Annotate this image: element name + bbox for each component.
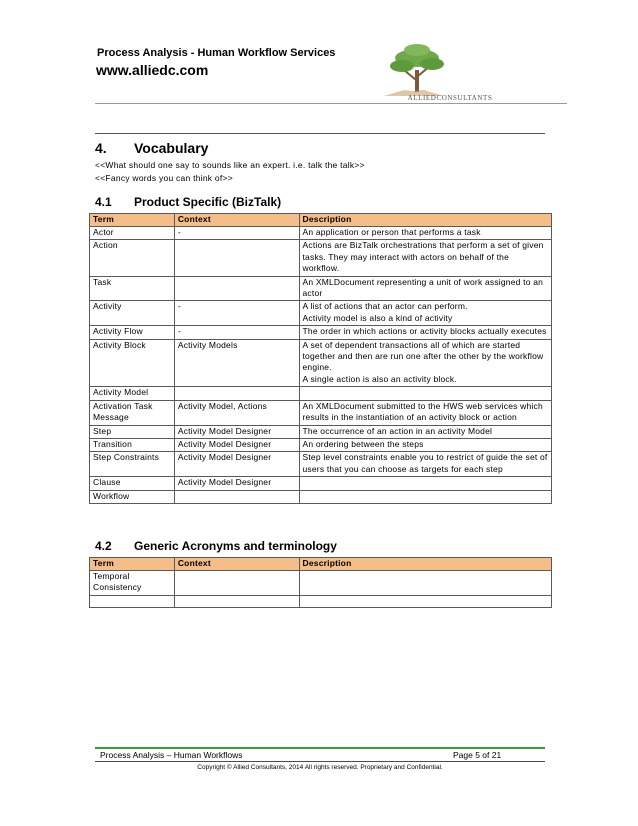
term-cell: Step Constraints (90, 452, 175, 477)
description-cell: A set of dependent transactions all of which are started together and then are run one after the other by the workflow engine. A single action is also an activity block. (299, 339, 552, 387)
subsection-title: Generic Acronyms and terminology (134, 539, 337, 553)
description-cell: An XMLDocument submitted to the HWS web services which results in the instantiation of an activity block or action (299, 400, 552, 425)
table-row (90, 425, 552, 438)
footer-divider-thin (95, 761, 545, 762)
column-header-context: Context (174, 214, 299, 227)
logo-text: ALLIEDCONSULTANTS (407, 94, 493, 102)
column-header-context: Context (174, 558, 299, 571)
context-cell: Activity Model Designer (174, 477, 299, 490)
table-row (90, 387, 552, 400)
column-header-term: Term (90, 214, 175, 227)
table-row (90, 571, 552, 596)
term-cell: Activity Block (90, 339, 175, 387)
footer-page-number: Page 5 of 21 (453, 750, 502, 760)
generic-terminology-table (89, 557, 552, 608)
term-cell (90, 595, 175, 607)
note-line: <<What should one say to sounds like an expert. i.e. talk the talk>> (95, 160, 365, 170)
table-row (90, 326, 552, 339)
term-cell: Clause (90, 477, 175, 490)
subsection-number: 4.1 (95, 195, 112, 209)
term-cell: Activation Task Message (90, 400, 175, 425)
header-title: Process Analysis - Human Workflow Services (97, 47, 336, 59)
table-row (90, 595, 552, 607)
context-cell (174, 387, 299, 400)
context-cell: - (174, 301, 299, 326)
term-cell: Transition (90, 438, 175, 451)
table-row (90, 276, 552, 301)
column-header-description: Description (299, 558, 552, 571)
description-cell: The order in which actions or activity blocks actually executes (299, 326, 552, 339)
table-row (90, 477, 552, 490)
term-cell: Workflow (90, 490, 175, 503)
context-cell: Activity Model Designer (174, 452, 299, 477)
note-line: <<Fancy words you can think of>> (95, 173, 233, 183)
section-title: Vocabulary (134, 140, 209, 156)
context-cell (174, 571, 299, 596)
table-row (90, 227, 552, 240)
context-cell: Activity Model Designer (174, 425, 299, 438)
description-cell (299, 387, 552, 400)
description-cell (299, 477, 552, 490)
table-row (90, 452, 552, 477)
subsection-title: Product Specific (BizTalk) (134, 195, 282, 209)
description-cell: An application or person that performs a task (299, 227, 552, 240)
description-cell (299, 490, 552, 503)
term-cell: Action (90, 240, 175, 276)
table-row (90, 400, 552, 425)
term-cell: Actor (90, 227, 175, 240)
table-row (90, 490, 552, 503)
table-row (90, 240, 552, 276)
context-cell: Activity Model Designer (174, 438, 299, 451)
description-cell: Actions are BizTalk orchestrations that perform a set of given tasks. They may interact with actors on behalf of the workflow. (299, 240, 552, 276)
section-divider (95, 133, 545, 134)
context-cell: Activity Models (174, 339, 299, 387)
table-row (90, 438, 552, 451)
section-number: 4. (95, 140, 107, 156)
term-cell: Activity Flow (90, 326, 175, 339)
description-cell: The occurrence of an action in an activity Model (299, 425, 552, 438)
table-row (90, 339, 552, 387)
term-cell: Activity Model (90, 387, 175, 400)
description-cell: An ordering between the steps (299, 438, 552, 451)
description-cell: A list of actions that an actor can perform. Activity model is also a kind of activity (299, 301, 552, 326)
description-cell: An XMLDocument representing a unit of work assigned to an actor (299, 276, 552, 301)
description-cell (299, 595, 552, 607)
context-cell: - (174, 227, 299, 240)
footer-copyright: Copyright © Allied Consultants, 2014 All rights reserved. Proprietary and Confidential. (197, 764, 443, 771)
biztalk-vocabulary-table (89, 213, 552, 504)
context-cell (174, 240, 299, 276)
footer-divider (95, 747, 545, 749)
description-cell (299, 571, 552, 596)
term-cell: Activity (90, 301, 175, 326)
context-cell: - (174, 326, 299, 339)
footer-document-title: Process Analysis – Human Workflows (100, 750, 243, 760)
term-cell: Temporal Consistency (90, 571, 175, 596)
header-url[interactable]: www.alliedc.com (96, 62, 209, 78)
column-header-term: Term (90, 558, 175, 571)
context-cell (174, 595, 299, 607)
column-header-description: Description (299, 214, 552, 227)
description-cell: Step level constraints enable you to restrict of guide the set of users that you can choose as targets for each step (299, 452, 552, 477)
term-cell: Task (90, 276, 175, 301)
term-cell: Step (90, 425, 175, 438)
context-cell (174, 276, 299, 301)
subsection-number: 4.2 (95, 539, 112, 553)
table-row (90, 301, 552, 326)
context-cell (174, 490, 299, 503)
context-cell: Activity Model, Actions (174, 400, 299, 425)
